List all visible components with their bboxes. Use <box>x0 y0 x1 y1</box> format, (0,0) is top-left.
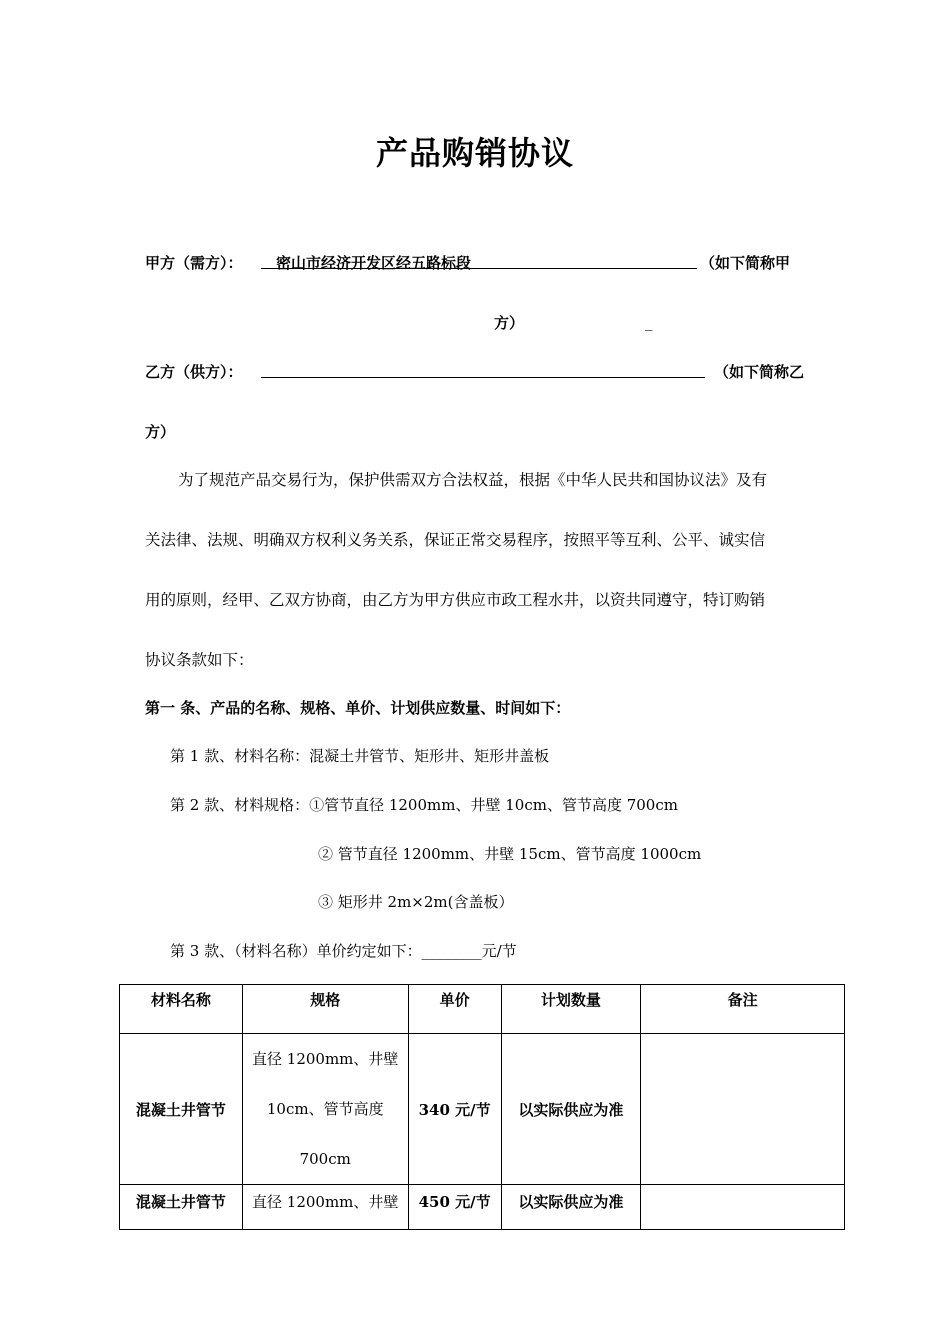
intro-line-4: 协议条款如下： <box>145 651 254 669</box>
cell-note <box>641 1034 845 1185</box>
cell-name: 混凝土井管节 <box>120 1185 243 1230</box>
header-name: 材料名称 <box>120 985 243 1034</box>
party-b-underline <box>261 377 705 378</box>
spec-line: 10cm、管节高度 <box>266 1100 384 1118</box>
party-b-suffix: （如下简称乙 <box>714 363 805 381</box>
header-spec: 规格 <box>242 985 408 1034</box>
cell-note <box>641 1185 845 1230</box>
cell-spec <box>242 1034 408 1185</box>
table-row <box>120 1185 845 1230</box>
cell-quantity: 以实际供应为准 <box>501 1185 641 1230</box>
party-a-name: 密山市经济开发区经五路标段 <box>276 254 472 272</box>
article-1-heading: 第一 条、产品的名称、规格、单价、计划供应数量、时间如下： <box>145 699 571 717</box>
header-price: 单价 <box>408 985 501 1034</box>
spec-line: 700cm <box>299 1150 351 1168</box>
spec-line: 直径 1200mm、井壁 <box>252 1050 399 1068</box>
item-3-blank: ________ <box>421 942 482 960</box>
price-table <box>119 984 845 1230</box>
table-header-row <box>120 985 845 1034</box>
intro-line-3: 用的原则，经甲、乙双方协商，由乙方为甲方供应市政工程水井，以资共同遵守，特订购销 <box>145 591 766 609</box>
cell-name: 混凝土井管节 <box>120 1034 243 1185</box>
article-1-item-2-b: ② 管节直径 1200mm、井壁 15cm、管节高度 1000cm <box>318 845 702 863</box>
article-1-item-2-c: ③ 矩形井 2m×2m(含盖板） <box>318 893 514 911</box>
party-a-suffix-cont: 方） <box>494 314 525 332</box>
party-a-dash: _ <box>645 313 653 331</box>
item-3-unit: 元/节 <box>481 942 517 960</box>
party-b-suffix-cont: 方） <box>145 423 176 441</box>
party-a-suffix: （如下简称甲 <box>700 254 791 272</box>
cell-price: 340 元/节 <box>408 1034 501 1185</box>
intro-line-1: 为了规范产品交易行为，保护供需双方合法权益，根据《中华人民共和国协议法》及有 <box>178 471 768 489</box>
article-1-item-3 <box>170 940 517 961</box>
cell-quantity: 以实际供应为准 <box>501 1034 641 1185</box>
party-a-underline <box>261 268 697 269</box>
article-1-item-2: 第 2 款、材料规格：①管节直径 1200mm、井壁 10cm、管节高度 700cm <box>170 796 678 814</box>
intro-line-2: 关法律、法规、明确双方权利义务关系，保证正常交易程序，按照平等互利、公平、诚实信 <box>145 531 766 549</box>
party-b-label: 乙方（供方）： <box>145 363 243 381</box>
table-row <box>120 1034 845 1185</box>
document-title: 产品购销协议 <box>375 134 574 172</box>
party-a-label: 甲方（需方）： <box>145 254 243 272</box>
item-3-prefix: 第 3 款、（材料名称）单价约定如下： <box>170 942 422 960</box>
cell-spec: 直径 1200mm、井壁 <box>242 1185 408 1230</box>
cell-price: 450 元/节 <box>408 1185 501 1230</box>
header-note: 备注 <box>641 985 845 1034</box>
article-1-item-1: 第 1 款、材料名称：混凝土井管节、矩形井、矩形井盖板 <box>170 747 550 765</box>
header-quantity: 计划数量 <box>501 985 641 1034</box>
